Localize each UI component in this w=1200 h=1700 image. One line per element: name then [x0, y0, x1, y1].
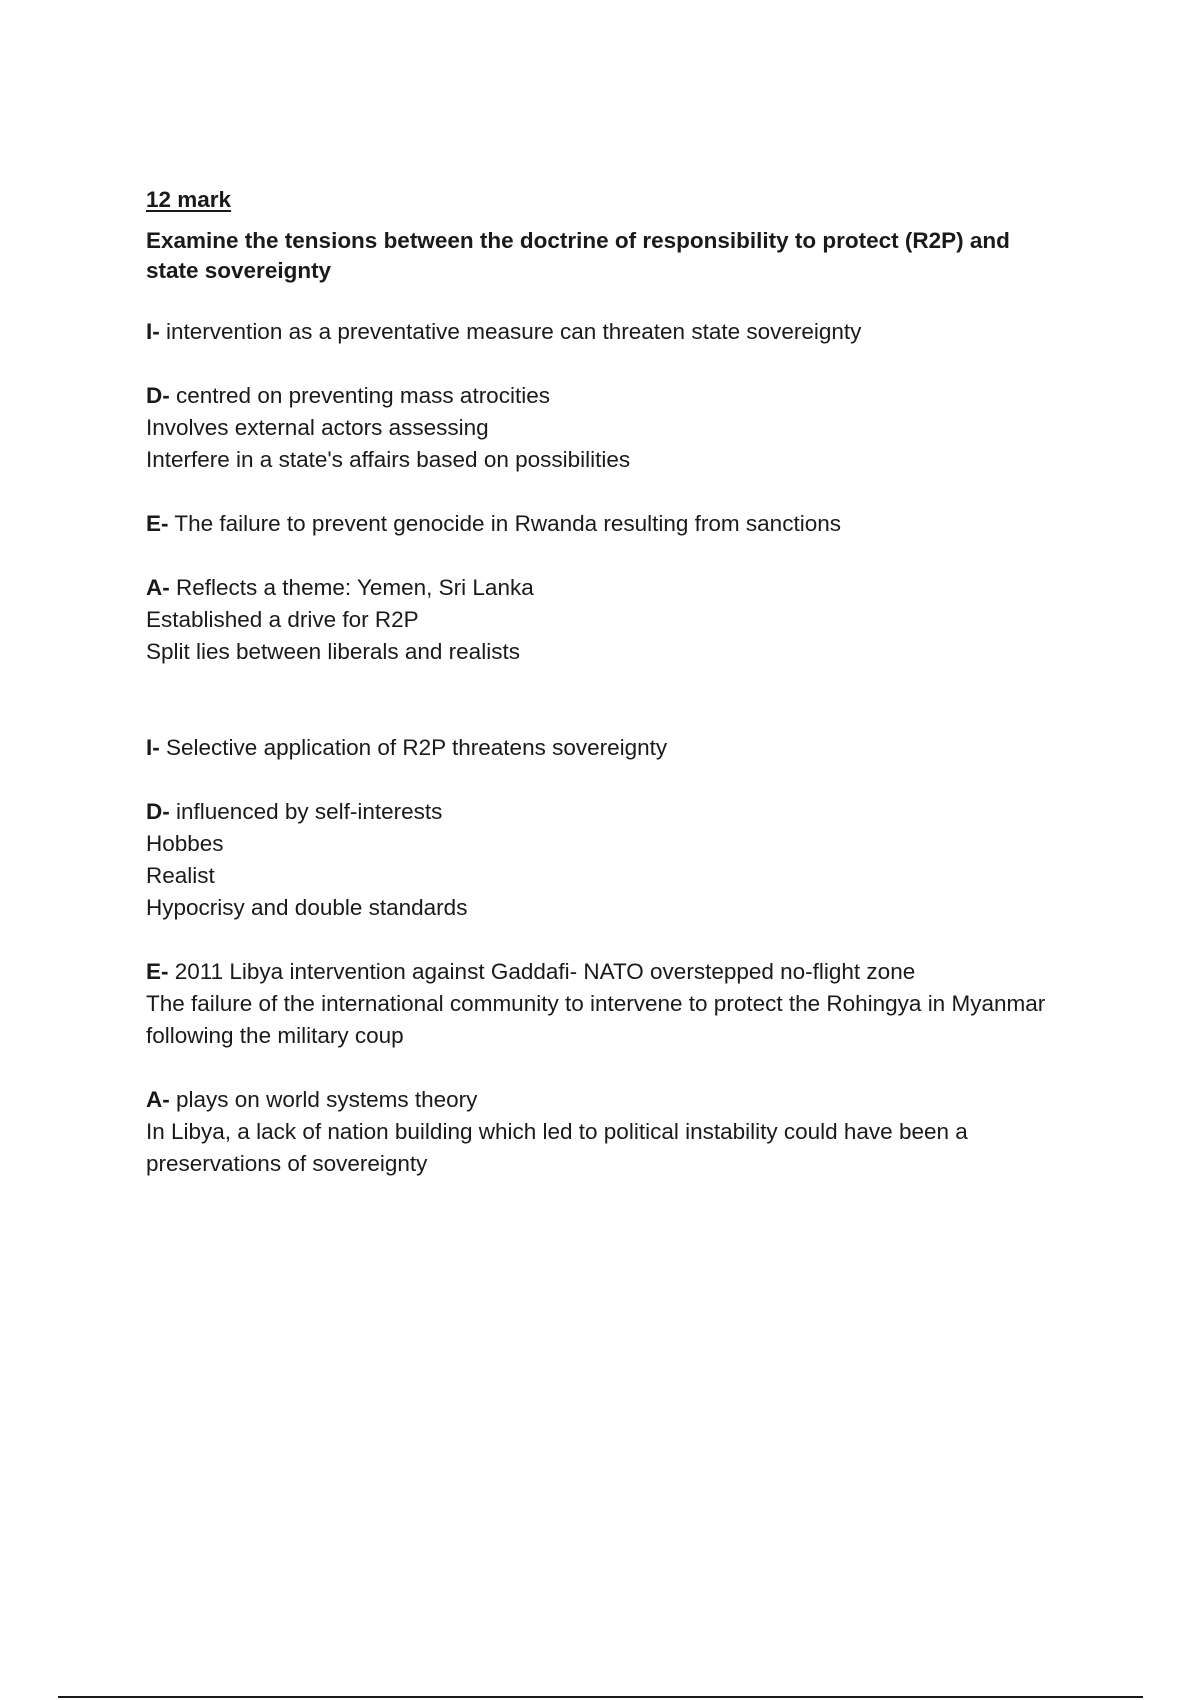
section-line: In Libya, a lack of nation building which led to political instability could have been a preservations of sovereignty — [146, 1119, 968, 1176]
section-line: Established a drive for R2P — [146, 607, 419, 632]
section-evidence-1 — [146, 508, 1046, 540]
document-body — [146, 184, 1046, 1212]
section-tag: A- — [146, 575, 170, 600]
section-intro-2 — [146, 732, 1046, 764]
section-tag: I- — [146, 319, 160, 344]
section-tag: I- — [146, 735, 160, 760]
section-line: centred on preventing mass atrocities — [176, 383, 550, 408]
section-line: Realist — [146, 863, 215, 888]
section-line: Involves external actors assessing — [146, 415, 489, 440]
section-line: Reflects a theme: Yemen, Sri Lanka — [176, 575, 534, 600]
section-tag: E- — [146, 959, 169, 984]
bottom-divider — [58, 1696, 1143, 1698]
section-line: 2011 Libya intervention against Gaddafi- NATO overstepped no-flight zone — [174, 959, 916, 984]
section-line: Hypocrisy and double standards — [146, 895, 468, 920]
section-tag: D- — [146, 799, 170, 824]
section-tag: D- — [146, 383, 170, 408]
section-line: Hobbes — [146, 831, 224, 856]
essay-question: Examine the tensions between the doctrine of responsibility to protect (R2P) and state sovereignty — [146, 228, 1010, 283]
section-line: influenced by self-interests — [176, 799, 443, 824]
section-tag: A- — [146, 1087, 170, 1112]
section-line: Interfere in a state's affairs based on possibilities — [146, 447, 631, 472]
section-tag: E- — [146, 511, 169, 536]
section-line: Selective application of R2P threatens sovereignty — [166, 735, 668, 760]
section-line: plays on world systems theory — [176, 1087, 478, 1112]
section-analysis-1 — [146, 572, 1046, 668]
section-line: Split lies between liberals and realists — [146, 639, 520, 664]
section-analysis-2 — [146, 1084, 1046, 1180]
section-line: The failure of the international community to intervene to protect the Rohingya in Myanmar following the military coup — [146, 991, 1046, 1048]
section-line: intervention as a preventative measure can threaten state sovereignty — [166, 319, 862, 344]
page-heading: 12 mark — [146, 187, 232, 212]
section-intro-1 — [146, 316, 1046, 348]
section-line: The failure to prevent genocide in Rwanda resulting from sanctions — [174, 511, 841, 536]
section-development-2 — [146, 796, 1046, 924]
section-evidence-2 — [146, 956, 1046, 1052]
section-development-1 — [146, 380, 1046, 476]
